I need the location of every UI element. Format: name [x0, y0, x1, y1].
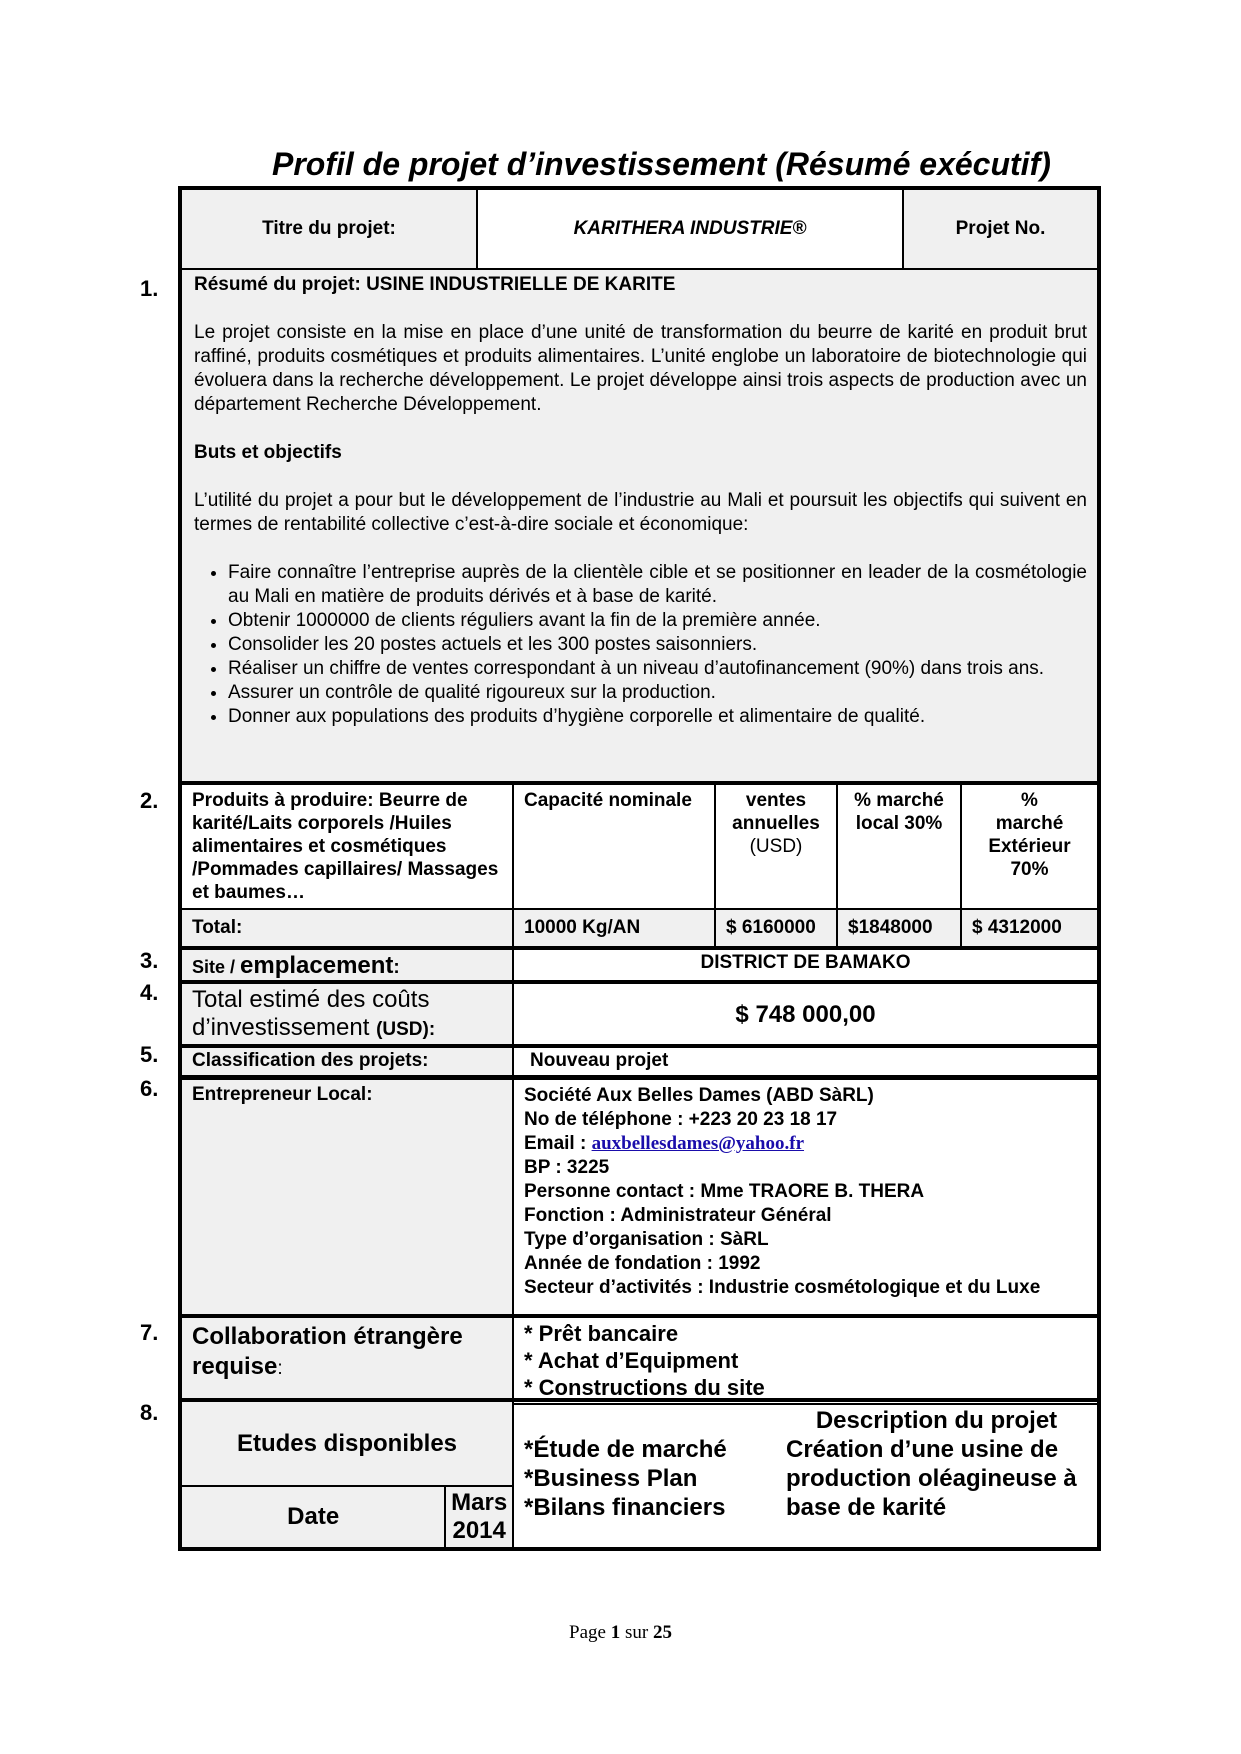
total-label: Total:	[180, 909, 513, 947]
list-item: • Assurer un contrôle de qualité rigoureux sur la production.	[228, 681, 1087, 705]
section-number: 8.	[140, 1400, 159, 1425]
total-pages: 25	[652, 1622, 672, 1643]
entrepreneur-details	[513, 1078, 1099, 1316]
site-label-small: Site /	[192, 957, 241, 977]
site-label	[180, 948, 513, 983]
cost-label-text: Total estimé des coûts d’investissement	[192, 986, 430, 1041]
page-title: Profil de projet d’investissement (Résumé exécutif)	[272, 146, 1051, 182]
list-item: • Donner aux populations des produits d’hygiène corporelle et alimentaire de qualité.	[228, 705, 1087, 729]
collaboration-table	[178, 1314, 1101, 1405]
products-list: Produits à produire: Beurre de karité/Laits corporels /Huiles alimentaires et cosmétiques /Pommades capillaires/ Massages et baumes…	[180, 784, 513, 909]
section-number: 6.	[140, 1076, 159, 1101]
cost-label-unit: (USD):	[376, 1019, 436, 1040]
collaboration-label-text: Collaboration étrangère requise	[192, 1323, 463, 1380]
list-item: * Achat d’Equipment	[524, 1348, 739, 1373]
studies-table	[178, 1398, 1101, 1551]
local-market-label: % marché local 30%	[837, 784, 961, 909]
description-title: Description du projet	[815, 1407, 1058, 1434]
products-table	[178, 783, 1101, 948]
project-summary	[178, 268, 1101, 783]
summary-heading: Résumé du projet: USINE INDUSTRIELLE DE KARITE	[194, 274, 676, 295]
header-table	[178, 188, 1101, 270]
external-market-label: % marché Extérieur 70%	[961, 784, 1099, 909]
list-item: *Étude de marché	[524, 1436, 727, 1463]
total-capacity: 10000 Kg/AN	[513, 909, 715, 947]
list-item: • Consolider les 20 postes actuels et les 300 postes saisonniers.	[228, 633, 1087, 657]
title-label: Titre du projet:	[180, 189, 477, 269]
date-label: Date	[180, 1486, 445, 1549]
goals-heading: Buts et objectifs	[194, 442, 342, 463]
organization-type: Type d’organisation : SàRL	[524, 1229, 769, 1250]
sales-unit: (USD)	[749, 836, 803, 857]
capacity-label: Capacité nominale	[513, 784, 715, 909]
contact-function: Fonction : Administrateur Général	[524, 1205, 832, 1226]
po-box: BP : 3225	[524, 1157, 610, 1178]
list-item: *Business Plan	[524, 1465, 698, 1492]
project-description	[786, 1406, 1087, 1522]
section-number: 4.	[140, 980, 159, 1005]
description-body: Création d’une usine de production oléagineuse à base de karité	[786, 1436, 1077, 1521]
sales-label-text: ventes annuelles	[732, 790, 820, 834]
email-row	[524, 1132, 1087, 1156]
sales-label	[715, 784, 837, 909]
classification-table	[178, 1044, 1101, 1077]
cost-table	[178, 980, 1101, 1048]
section-number: 1.	[140, 276, 159, 301]
classification-value: Nouveau projet	[513, 1046, 1099, 1076]
studies-label: Etudes disponibles	[180, 1400, 513, 1486]
classification-label: Classification des projets:	[180, 1046, 513, 1076]
activity-sector: Secteur d’activités : Industrie cosmétologique et du Luxe	[524, 1277, 1041, 1298]
objectives-list	[194, 561, 1087, 729]
contact-person: Personne contact : Mme TRAORE B. THERA	[524, 1181, 925, 1202]
phone-number: No de téléphone : +223 20 23 18 17	[524, 1109, 838, 1130]
section-number: 2.	[140, 788, 159, 813]
list-item: * Constructions du site	[524, 1375, 765, 1400]
collaboration-label-colon: :	[277, 1358, 283, 1379]
studies-list	[524, 1406, 786, 1522]
site-table	[178, 946, 1101, 984]
cost-value: $ 748 000,00	[513, 982, 1099, 1047]
footer-prefix: Page	[569, 1622, 611, 1643]
entrepreneur-table	[178, 1076, 1101, 1317]
list-item: *Bilans financiers	[524, 1494, 726, 1521]
cost-label	[180, 982, 513, 1047]
section-number: 3.	[140, 948, 159, 973]
footer-mid: sur	[620, 1622, 653, 1643]
studies-content	[513, 1400, 1099, 1549]
collaboration-items	[513, 1316, 1099, 1404]
total-external: $ 4312000	[961, 909, 1099, 947]
site-label-big: emplacement	[240, 952, 394, 979]
email-link[interactable]: auxbellesdames@yahoo.fr	[591, 1133, 805, 1154]
site-value: DISTRICT DE BAMAKO	[513, 948, 1099, 983]
section-number: 5.	[140, 1042, 159, 1067]
page-footer	[0, 1622, 1241, 1644]
email-label: Email :	[524, 1133, 592, 1154]
site-label-colon: :	[393, 957, 400, 978]
entrepreneur-label: Entrepreneur Local:	[180, 1078, 513, 1316]
project-name: KARITHERA INDUSTRIE®	[477, 189, 903, 269]
company-name: Société Aux Belles Dames (ABD SàRL)	[524, 1085, 874, 1106]
collaboration-label	[180, 1316, 513, 1404]
list-item: • Faire connaître l’entreprise auprès de la clientèle cible et se positionner en leader de la cosmétologie au Mali en matière de produits dérivés et à base de karité.	[228, 561, 1087, 609]
total-local: $1848000	[837, 909, 961, 947]
goals-paragraph: L’utilité du projet a pour but le développement de l’industrie au Mali et poursuit les objectifs qui suivent en termes de rentabilité collective c’est-à-dire sociale et économique:	[194, 490, 1087, 535]
summary-paragraph: Le projet consiste en la mise en place d’une unité de transformation du beurre de karité en produit brut raffiné, produits cosmétiques et produits alimentaires. L’unité englobe un laboratoire de biotechnologie qui évoluera dans la recherche développement. Le projet développe ainsi trois aspects de production avec un département Recherche Développement.	[194, 322, 1087, 415]
list-item: • Obtenir 1000000 de clients réguliers avant la fin de la première année.	[228, 609, 1087, 633]
total-sales: $ 6160000	[715, 909, 837, 947]
current-page: 1	[610, 1622, 621, 1643]
list-item: • Réaliser un chiffre de ventes correspondant à un niveau d’autofinancement (90%) dans trois ans.	[228, 657, 1087, 681]
section-number: 7.	[140, 1320, 159, 1345]
founding-year: Année de fondation : 1992	[524, 1253, 761, 1274]
date-value: Mars 2014	[445, 1486, 513, 1549]
project-number-label: Projet No.	[903, 189, 1099, 269]
studies-columns	[524, 1406, 1087, 1522]
list-item: * Prêt bancaire	[524, 1321, 679, 1346]
